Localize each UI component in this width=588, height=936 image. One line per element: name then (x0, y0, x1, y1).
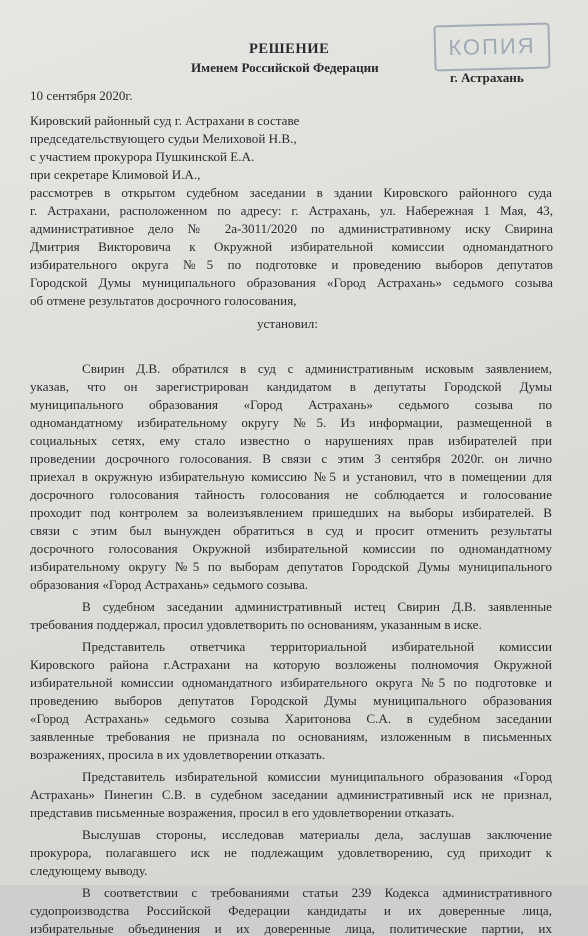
body-line-3: муниципального образования «Город Астрахань» седьмого созыва по (30, 397, 552, 412)
body-line-26: Выслушав стороны, исследовав материалы дела, заслушав заключение (82, 827, 552, 842)
body-line-23: Представитель избирательной комиссии муниципального образования «Город (82, 769, 552, 784)
body-line-28: следующему выводу. (30, 863, 148, 878)
court-line-2: председательствующего судьи Мелиховой Н.В., (30, 131, 297, 146)
body-line-5: социальных сетях, ему стало известно о нарушениях прав избирателей при (30, 433, 552, 448)
body-line-15: требования поддержал, просил удовлетворить по основаниям, указанным в иске. (30, 617, 482, 632)
body-line-25: представив письменные возражения, просил в его удовлетворении отказать. (30, 805, 455, 820)
body-line-29: В соответствии с требованиями статьи 239 Кодекса административного (82, 885, 552, 900)
body-line-24: Астрахань» Пинегин С.В. в судебном заседании административный иск не признал, (30, 787, 552, 802)
body-line-13: образования «Город Астрахань» седьмого созыва. (30, 577, 309, 592)
copy-stamp: КОПИЯ (433, 22, 550, 71)
intro-line-7: об отмене результатов досрочного голосования, (30, 293, 297, 308)
body-line-21: заявленные требования не признала по основаниям, изложенным в письменных (30, 729, 552, 744)
section-heading-established: установил: (257, 316, 318, 331)
body-line-12: избирательному округу №5 по выборам депутатов Городской Думы муниципального (30, 559, 552, 574)
body-line-11: досрочного голосования Окружной избирательной комиссии по одномандатному (30, 541, 552, 556)
court-line-1: Кировский районный суд г. Астрахани в составе (30, 113, 300, 128)
body-line-20: «Город Астрахань» седьмого созыва Харитонова С.А. в судебном заседании (30, 711, 552, 726)
court-line-3: с участием прокурора Пушкинской Е.А. (30, 149, 255, 164)
body-line-4: одномандатному избирательному округу №5. Из информации, размещенной в (30, 415, 552, 430)
body-line-10: связи с этим был вынужден обратиться в суд и просит отменить результаты (30, 523, 552, 538)
document-title: РЕШЕНИЕ (249, 41, 330, 57)
body-line-30: судопроизводства Российской Федерации кандидаты и их доверенные лица, (30, 903, 552, 918)
body-line-22: возражениях, просила в их удовлетворении отказать. (30, 747, 326, 762)
body-line-18: избирательной комиссии одномандатного избирательного округа №5 по подготовке и (30, 675, 552, 690)
body-line-19: проведению выборов депутатов Городской Думы муниципального образования (30, 693, 552, 708)
decision-city: г. Астрахань (450, 70, 524, 85)
intro-line-5: избирательного округа №5 по подготовке и проведению выборов депутатов (30, 257, 553, 272)
intro-line-1: рассмотрев в открытом судебном заседании в здании Кировского районного суда (30, 185, 552, 200)
court-line-4: при секретаре Климовой И.А., (30, 167, 201, 182)
body-line-7: приехал в окружную избирательную комиссию №5 и установил, что в помещении для (30, 469, 552, 484)
body-line-27: прокурора, полагавшего иск не подлежащим удовлетворению, суд приходит к (30, 845, 552, 860)
intro-line-4: Дмитрия Викторовича к Окружной избирательной комиссии одномандатного (30, 239, 553, 254)
body-line-16: Представитель ответчика территориальной избирательной комиссии (82, 639, 552, 654)
body-line-17: Кировского района г.Астрахани на которую возложены полномочия Окружной (30, 657, 552, 672)
body-line-9: проходит под контролем за волеизъявлением пришедших на выборы избирателей. В (30, 505, 552, 520)
intro-line-3: административное дело № 2а-3011/2020 по административному иску Свирина (30, 221, 553, 236)
body-line-6: проведении досрочного голосования. В связи с этим 3 сентября 2020г. он лично (30, 451, 552, 466)
document-subtitle: Именем Российской Федерации (191, 60, 379, 75)
body-line-31: избирательные объединения и их доверенные лица, политические партии, их (30, 921, 552, 936)
body-line-8: досрочного голосования тайность голосования не соблюдается и голосование (30, 487, 552, 502)
intro-line-6: Городской Думы муниципального образования «Город Астрахань» седьмого созыва (30, 275, 553, 290)
body-line-2: указав, что он зарегистрирован кандидатом в депутаты Городской Думы (30, 379, 552, 394)
decision-date: 10 сентября 2020г. (30, 88, 133, 103)
body-line-14: В судебном заседании административный истец Свирин Д.В. заявленные (82, 599, 552, 614)
body-line-1: Свирин Д.В. обратился в суд с административным исковым заявлением, (82, 361, 552, 376)
intro-line-2: г. Астрахани, расположенном по адресу: г. Астрахань, ул. Набережная 1 Мая, 43, (30, 203, 553, 218)
